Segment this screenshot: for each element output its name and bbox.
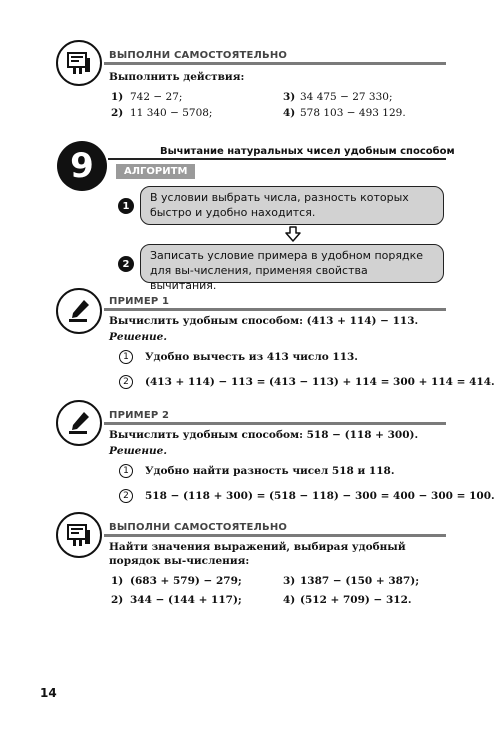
solution-label: Решение.	[109, 445, 167, 457]
task-number: 1)	[111, 91, 124, 103]
pencil-icon	[56, 400, 102, 446]
page-number: 14	[40, 686, 57, 700]
step-marker: 1	[118, 198, 134, 214]
section-divider	[104, 534, 446, 537]
task-expression: 578 103 − 493 129.	[300, 107, 406, 119]
task-expression: 11 340 − 5708;	[130, 107, 213, 119]
instruction: Найти значения выражений, выбирая удобный порядок вы-числения:	[109, 541, 406, 567]
example-title: ПРИМЕР 2	[109, 410, 170, 421]
section-title: ВЫПОЛНИ САМОСТОЯТЕЛЬНО	[109, 50, 288, 61]
task-expression: 742 − 27;	[130, 91, 183, 103]
solution-label: Решение.	[109, 331, 167, 343]
example-divider	[104, 422, 446, 425]
step-marker: 2	[119, 375, 133, 389]
section-title: ВЫПОЛНИ САМОСТОЯТЕЛЬНО	[109, 522, 288, 533]
task-number: 1)	[111, 575, 124, 587]
exercise-icon	[56, 40, 102, 86]
solution-step: 518 − (118 + 300) = (518 − 118) − 300 = 400 − 300 = 100.	[145, 490, 495, 502]
task-expression: 1387 − (150 + 387);	[300, 575, 420, 587]
step-marker: 2	[118, 256, 134, 272]
step-marker: 1	[119, 350, 133, 364]
task-number: 4)	[283, 594, 296, 606]
solution-step: Удобно найти разность чисел 518 и 118.	[145, 465, 395, 477]
algorithm-title: АЛГОРИТМ	[116, 164, 195, 179]
task-number: 3)	[283, 91, 296, 103]
instruction: Выполнить действия:	[109, 71, 245, 83]
task-number: 3)	[283, 575, 296, 587]
topic-divider	[108, 158, 446, 160]
example-title: ПРИМЕР 1	[109, 296, 170, 307]
task-number: 2)	[111, 107, 124, 119]
solution-step: (413 + 114) − 113 = (413 − 113) + 114 = 300 + 114 = 414.	[145, 376, 495, 388]
algorithm-step: Записать условие примера в удобном порядке для вы-числения, применяя свойства вычитания.	[140, 244, 444, 283]
arrow-down-icon	[284, 226, 302, 242]
example-task: Вычислить удобным способом: (413 + 114) − 113.	[109, 315, 419, 327]
task-expression: 34 475 − 27 330;	[300, 91, 393, 103]
task-number: 4)	[283, 107, 296, 119]
step-marker: 1	[119, 464, 133, 478]
step-marker: 2	[119, 489, 133, 503]
task-expression: (512 + 709) − 312.	[300, 594, 412, 606]
task-expression: (683 + 579) − 279;	[130, 575, 242, 587]
pencil-icon	[56, 288, 102, 334]
topic-number-badge: 9	[57, 141, 107, 191]
example-task: Вычислить удобным способом: 518 − (118 + 300).	[109, 429, 419, 441]
task-number: 2)	[111, 594, 124, 606]
example-divider	[104, 308, 446, 311]
algorithm-step: В условии выбрать числа, разность которых быстро и удобно находится.	[140, 186, 444, 225]
task-expression: 344 − (144 + 117);	[130, 594, 242, 606]
solution-step: Удобно вычесть из 413 число 113.	[145, 351, 358, 363]
exercise-icon	[56, 512, 102, 558]
topic-title: Вычитание натуральных чисел удобным способом	[160, 146, 455, 157]
section-divider	[104, 62, 446, 65]
